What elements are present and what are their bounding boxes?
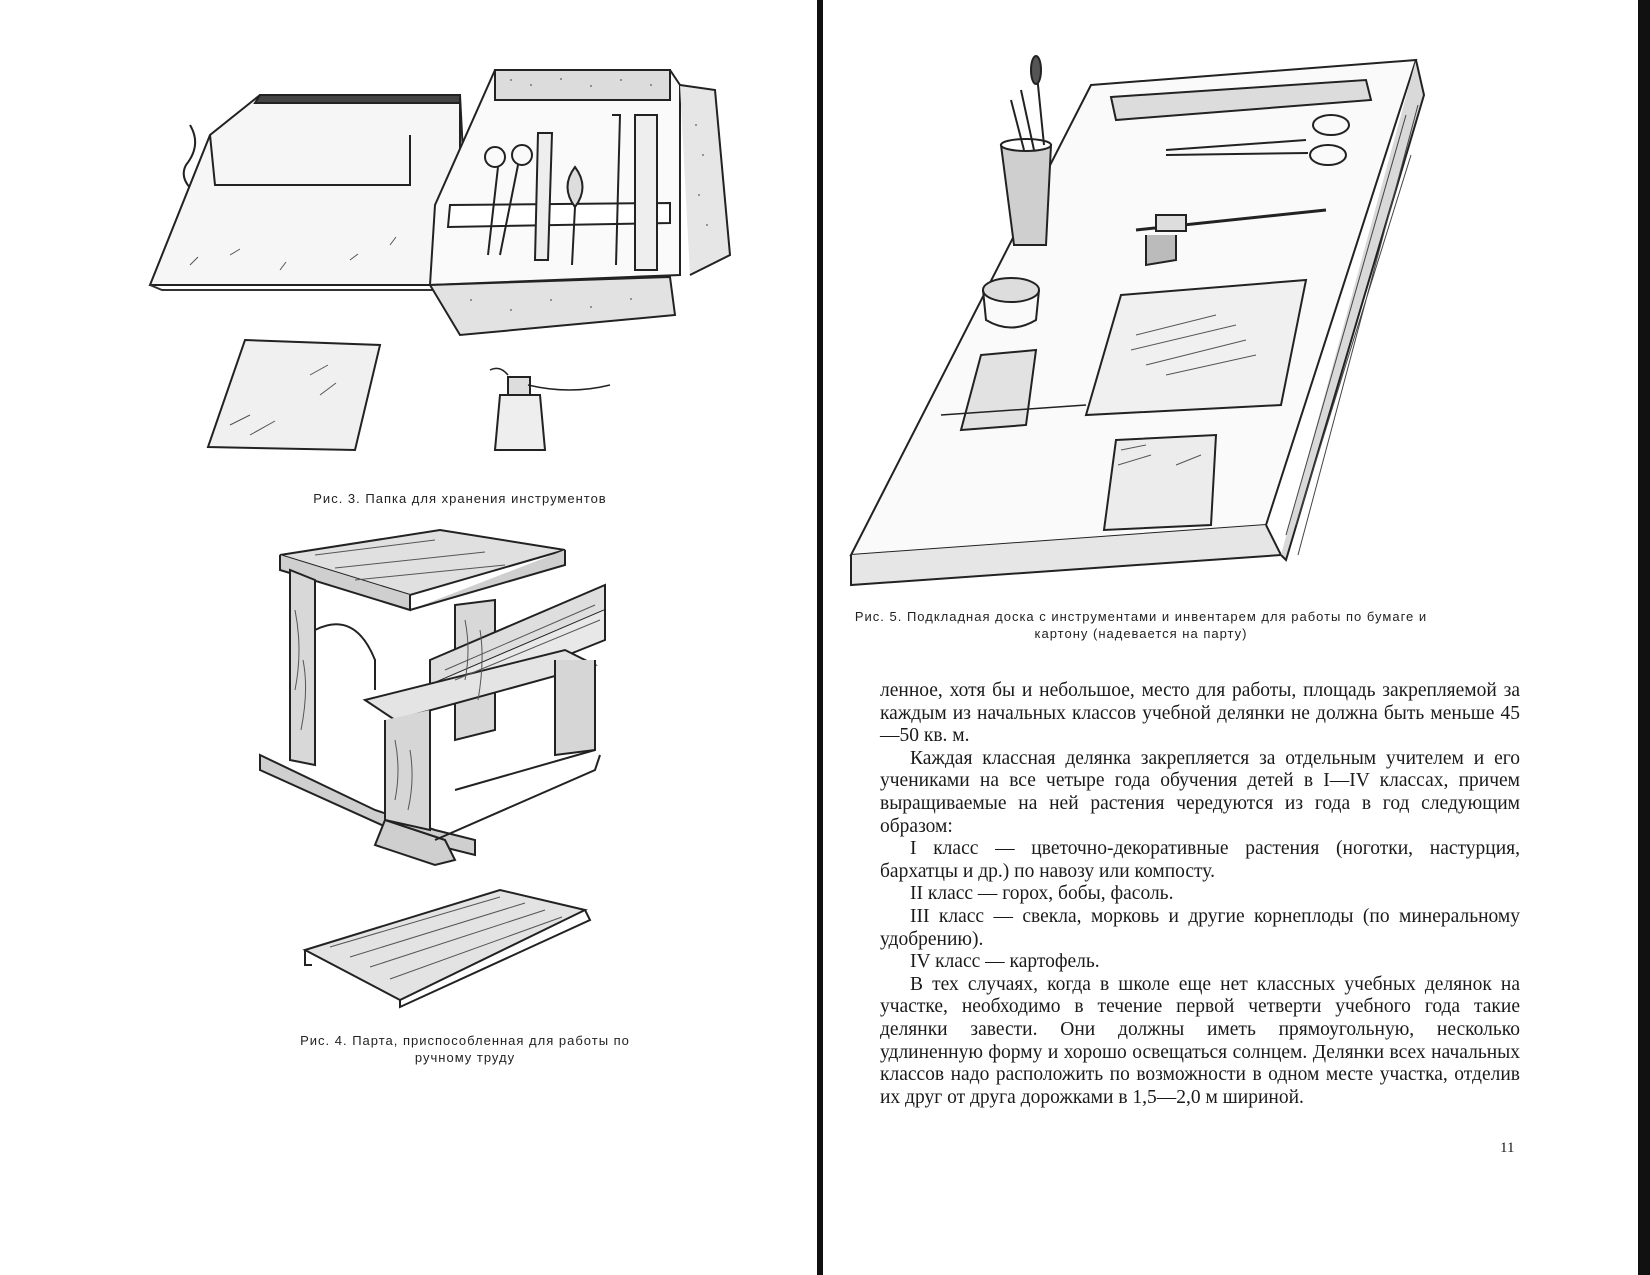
figure-4-illustration — [255, 510, 625, 890]
figure-4-board — [300, 885, 620, 1010]
list-item-class-2: II класс — горох, бобы, фасоль. — [910, 883, 1174, 905]
left-page — [0, 0, 820, 1275]
page-gutter — [817, 0, 823, 1275]
figure-3-illustration — [150, 55, 770, 475]
figure-4-caption: Рис. 4. Парта, приспособленная для работы по ручному труду — [300, 1033, 630, 1065]
figure-5-illustration — [846, 55, 1446, 600]
list-item-class-3: III класс — свекла, морковь и другие корнеплоды (по минеральному удобрению). — [880, 905, 1520, 950]
paragraph-continuation: ленное, хотя бы и небольшое, место для работы, площадь закрепляемой за каждым из начальных классов учебной делянки не должна быть меньше 45—50 кв. м. — [880, 680, 1520, 747]
paragraph: Каждая классная делянка закрепляется за отдельным учителем и его учениками на все четыре года обучения детей в I—IV классах, причем выращиваемые на ней растения чередуются из года в год следующим образом: — [880, 747, 1520, 837]
figure-5-caption: Рис. 5. Подкладная доска с инструментами и инвентарем для работы по бумаге и картону (надевается на парту) — [854, 609, 1428, 641]
list-item-class-1: I класс — цветочно-декоративные растения (ноготки, настурция, бархатцы и др.) по навозу или компосту. — [880, 838, 1520, 882]
paragraph: В тех случаях, когда в школе еще нет классных учебных делянок на участке, необходимо в течение первой четверти учебного года такие делянки завести. Они должны иметь прямоугольную, несколько удлиненную форму и хорошо освещаться солнцем. Делянки всех начальных классов надо расположить по возможности в одном месте участка, отделив их друг от друга дорожками в 1,5—2,0 м шириной. — [880, 973, 1520, 1108]
figure-3-caption: Рис. 3. Папка для хранения инструментов — [313, 491, 607, 506]
list-item-class-4: IV класс — картофель. — [910, 951, 1100, 973]
body-text — [880, 680, 1520, 1109]
page-number: 11 — [1500, 1140, 1515, 1156]
